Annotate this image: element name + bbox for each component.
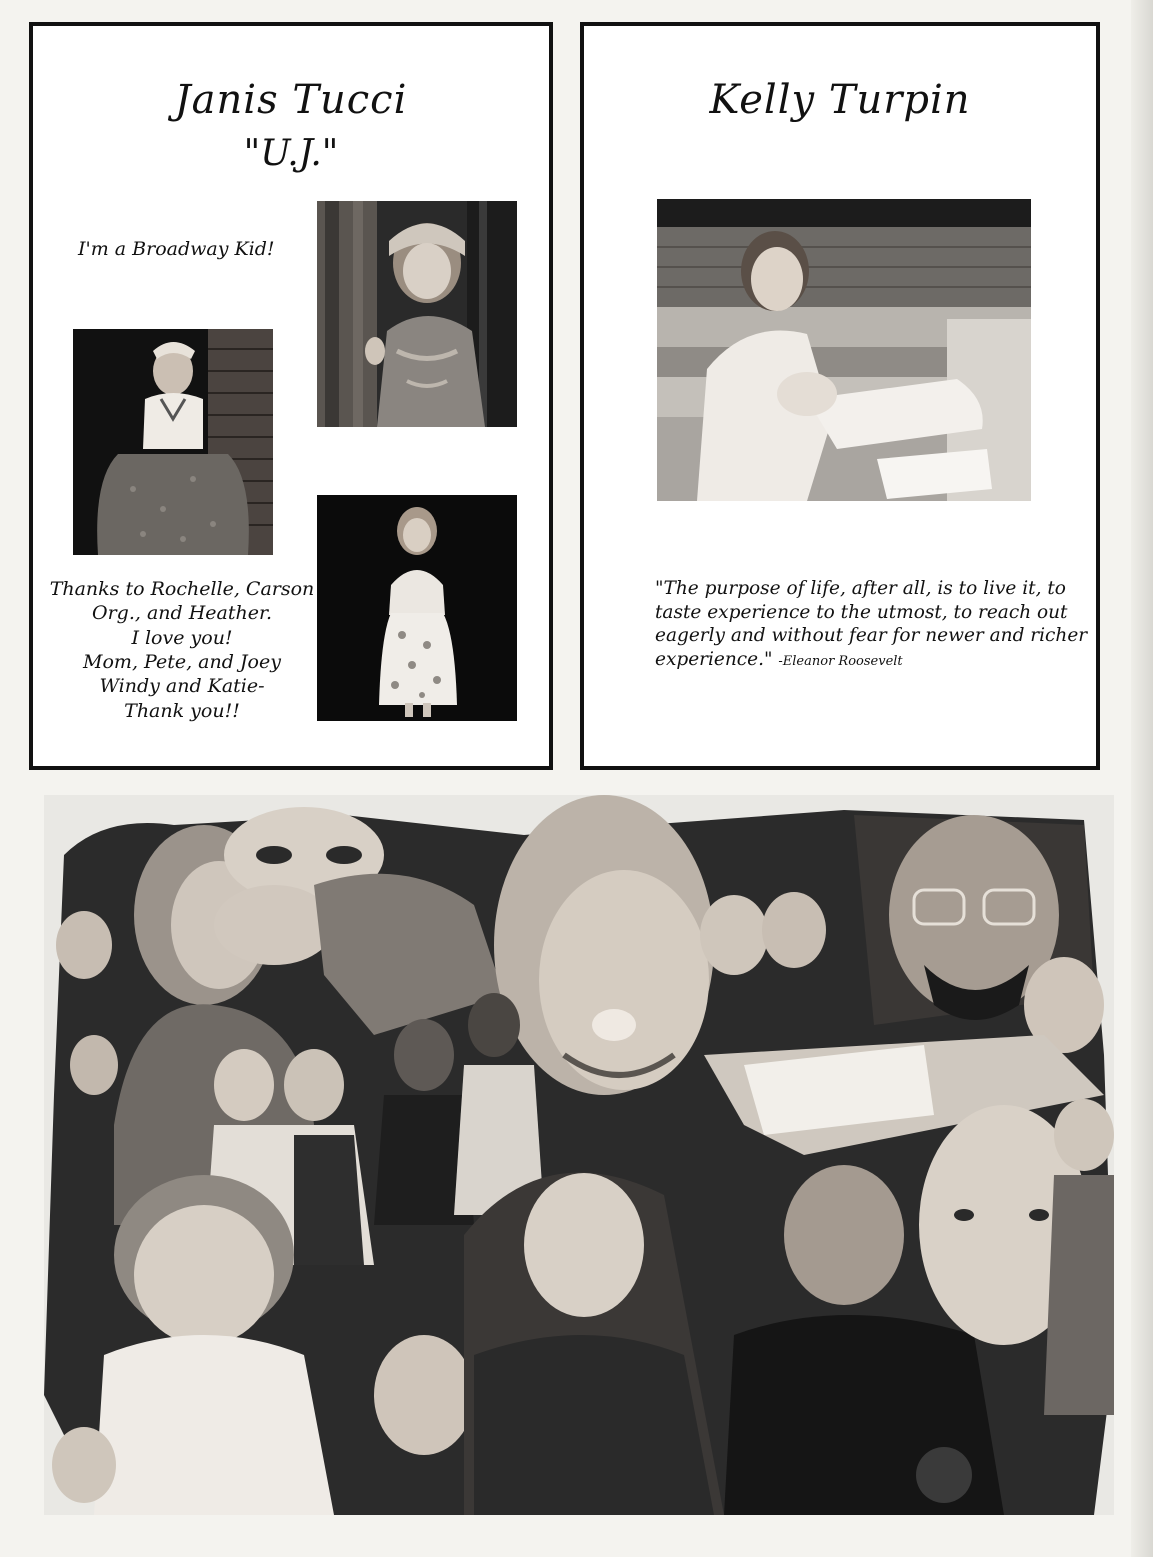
photo-girl-in-floral-dress [317,495,517,721]
photo-collage [44,795,1114,1515]
quote-line: taste experience to the utmost, to reach out [655,601,1068,623]
quote-line: "The purpose of life, after all, is to live it, to [655,578,1066,599]
student-name: Kelly Turpin [709,77,971,123]
student-nickname: "U.J." [243,133,339,174]
thanks-line: Org., and Heather. [92,602,272,625]
senior-page-janis-tucci [29,22,553,770]
thanks-line: Thank you!! [124,699,240,722]
photo-collage-icon [44,795,1114,1515]
photo-girl-sitting-on-steps [657,199,1031,501]
tagline: I'm a Broadway Kid! [78,238,275,260]
thanks-message [42,577,322,723]
page-edge [1131,0,1153,1557]
quote [655,577,1095,672]
thanks-line: Windy and Katie- [99,675,265,698]
thanks-line: I love you! [131,626,233,649]
photo-girl-in-doorway [317,201,517,427]
thanks-line: Mom, Pete, and Joey [83,650,281,673]
thanks-line: Thanks to Rochelle, Carson [49,578,315,600]
quote-author: -Eleanor Roosevelt [778,654,903,670]
quote-line: eagerly and without fear for newer and richer [655,625,1088,647]
student-name: Janis Tucci [174,77,408,123]
photo-girl-in-skirt-by-brick-wall [73,329,273,555]
senior-page-kelly-turpin [580,22,1100,770]
quote-line: experience." -Eleanor Roosevelt [655,649,903,671]
